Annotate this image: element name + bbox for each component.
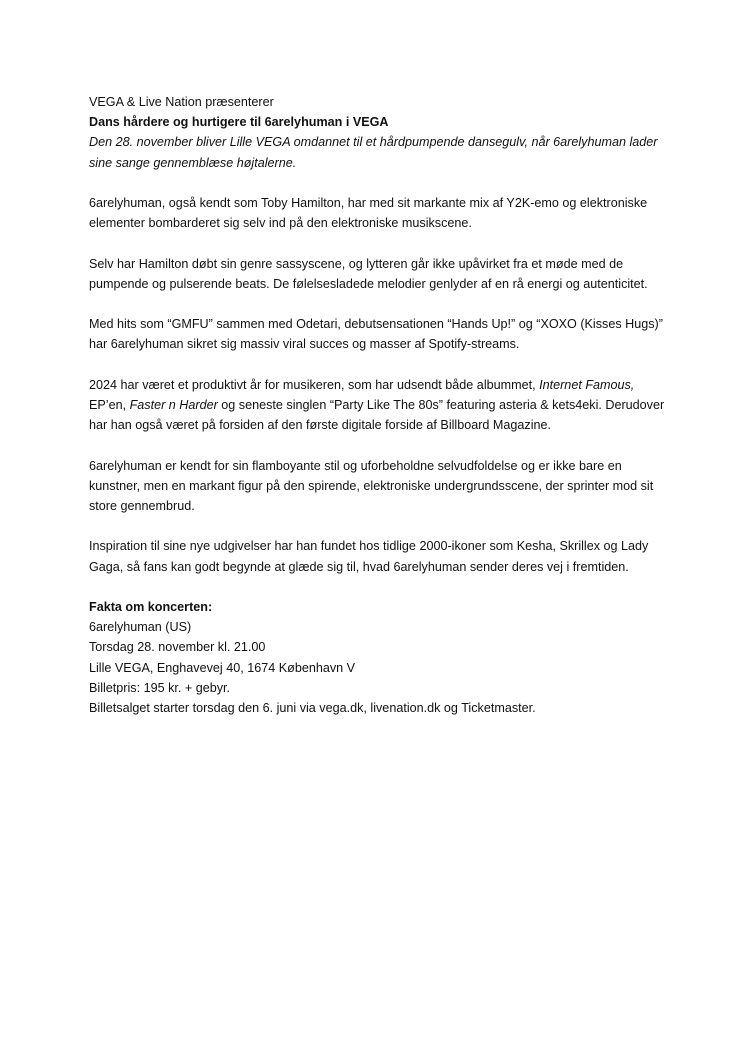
press-release bbox=[89, 92, 669, 718]
facts-venue: Lille VEGA, Enghavevej 40, 1674 København V bbox=[89, 660, 356, 675]
facts-date: Torsdag 28. november kl. 21.00 bbox=[89, 640, 266, 655]
ep-title: Faster n Harder bbox=[129, 397, 218, 412]
presenter-line: VEGA & Live Nation præsenterer bbox=[89, 95, 274, 109]
facts-price: Billetpris: 195 kr. + gebyr. bbox=[89, 680, 231, 695]
body-paragraph-5: 6arelyhuman er kendt for sin flamboyante stil og uforbeholdne selvudfoldelse og er ikke bare en kunstner, men en markant figur på den spirende, elektroniske undergrundsscene, der sprinter mod sit store gennembrud. bbox=[89, 458, 654, 513]
body-paragraph-6: Inspiration til sine nye udgivelser har han fundet hos tidlige 2000-ikoner som Kesha, Skrillex og Lady Gaga, så fans kan godt begynde at glæde sig til, hvad 6arelyhuman sender deres vej i fremtiden. bbox=[89, 539, 649, 574]
body-paragraph-3: Med hits som “GMFU” sammen med Odetari, debutsensationen “Hands Up!” og “XOXO (Kisses Hugs)” har 6arelyhuman sikret sig massiv viral succes og masser af Spotify-streams. bbox=[89, 317, 663, 352]
body-paragraph-4 bbox=[89, 375, 669, 436]
facts-heading: Fakta om koncerten: bbox=[89, 599, 213, 614]
p4-text-a: 2024 har været et produktivt år for musikeren, som har udsendt både albummet, bbox=[89, 377, 540, 392]
headline: Dans hårdere og hurtigere til 6arelyhuman i VEGA bbox=[89, 115, 389, 130]
p4-text-b: EP’en, bbox=[89, 397, 130, 412]
p4-text-c: og seneste singlen “Party Like The 80s” featuring asteria & kets4eki. Derudover har han også været på forsiden af den første digitale forside af Billboard Magazine. bbox=[89, 397, 665, 433]
lead-paragraph: Den 28. november bliver Lille VEGA omdannet til et hårdpumpende dansegulv, når 6arelyhuman lader sine sange gennemblæse højtalerne. bbox=[89, 135, 658, 170]
facts-artist: 6arelyhuman (US) bbox=[89, 620, 192, 635]
body-paragraph-2: Selv har Hamilton døbt sin genre sassyscene, og lytteren går ikke upåvirket fra et møde med de pumpende og pulserende beats. De følelsesladede melodier genlyder af en rå energi og autenticitet. bbox=[89, 256, 648, 291]
album-title: Internet Famous, bbox=[539, 377, 635, 392]
body-paragraph-1: 6arelyhuman, også kendt som Toby Hamilton, har med sit markante mix af Y2K-emo og elektroniske elementer bombarderet sig selv ind på den elektroniske musikscene. bbox=[89, 196, 648, 231]
facts-sale: Billetsalget starter torsdag den 6. juni via vega.dk, livenation.dk og Ticketmaster. bbox=[89, 700, 536, 715]
